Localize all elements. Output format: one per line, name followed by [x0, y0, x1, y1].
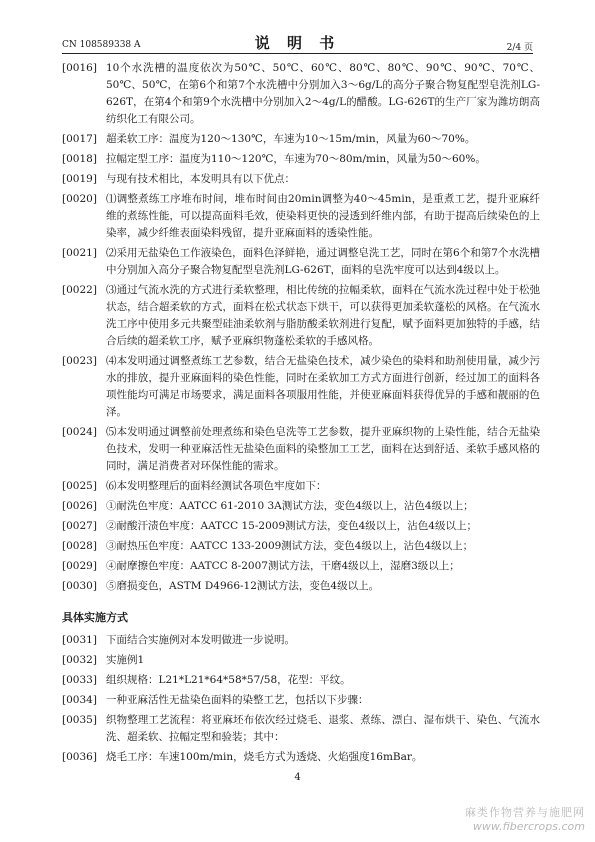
paragraph — [62, 712, 540, 746]
paragraph-number: [0035] — [62, 714, 97, 726]
paragraph — [62, 692, 540, 709]
paragraph — [62, 518, 540, 535]
paragraph — [62, 498, 540, 515]
paragraph-number: [0033] — [62, 674, 97, 686]
paragraph-text: 与现有技术相比，本发明具有以下优点： — [106, 173, 295, 185]
paragraph — [62, 191, 540, 242]
paragraph-text: ⑹本发明整理后的面料经测试各项色牢度如下： — [106, 480, 327, 492]
paragraph-number: [0031] — [62, 634, 97, 646]
paragraph-text: 一种亚麻活性无盐染色面料的染整工艺，包括以下步骤： — [106, 694, 369, 706]
paragraph — [62, 60, 540, 128]
document-body — [62, 60, 540, 769]
section-heading: 具体实施方式 — [62, 611, 128, 624]
paragraph — [62, 353, 540, 421]
page-info: 2/4 页 — [506, 43, 533, 53]
header-rule — [62, 53, 533, 54]
paragraph-number: [0018] — [62, 153, 97, 165]
paragraph-text: 组织规格：L21*L21*64*58*57/58，花型：平纹。 — [106, 674, 351, 686]
paragraph-number: [0016] — [62, 62, 97, 74]
paragraph-text: 超柔软工序：温度为120～130℃，车速为10～15m/min，风量为60～70%。 — [106, 133, 476, 145]
document-title: 说 明 书 — [254, 34, 341, 52]
paragraph-text: ②耐酸汗渍色牢度：AATCC 15-2009测试方法，变色4级以上，沾色4级以上； — [106, 520, 477, 532]
paragraph — [62, 632, 540, 649]
paragraph-number: [0029] — [62, 560, 97, 572]
watermark — [465, 804, 585, 833]
paragraph-text: 烧毛工序：车速100m/min，烧毛方式为透烧、火焰强度16mBar。 — [106, 751, 423, 763]
paragraph — [62, 478, 540, 495]
paragraph-number: [0034] — [62, 694, 97, 706]
paragraph-number: [0023] — [62, 355, 97, 367]
paragraph — [62, 171, 540, 188]
paragraph-number: [0026] — [62, 500, 97, 512]
paragraph-number: [0024] — [62, 426, 97, 438]
paragraph — [62, 652, 540, 669]
paragraph-text: ③耐热压色牢度：AATCC 133-2009测试方法，变色4级以上，沾色4级以上； — [106, 540, 474, 552]
paragraph — [62, 245, 540, 279]
paragraph-number: [0036] — [62, 751, 97, 763]
paragraph-text: ⑤磨损变色，ASTM D4966-12测试方法，变色4级以上。 — [106, 580, 380, 592]
paragraph-text: ⑴调整煮练工序堆布时间，堆布时间由20min调整为40～45min，是重煮工艺，提升亚麻纤维的煮练性能，可以提高面料毛效，使染料更快的浸透到纤维内部，有助于提高后续染色的上染率，减少纤维表面染料残留，提升亚麻面料的透染性能。 — [106, 193, 540, 239]
paragraph — [62, 558, 540, 575]
paragraph — [62, 151, 540, 168]
paragraph-text: ⑸本发明通过调整前处理煮练和染色皂洗等工艺参数，提升亚麻织物的上染性能，结合无盐染色技术，发明一种亚麻活性无盐染色面料的染整加工工艺，面料在达到舒适、柔软手感风格的同时，满足消费者对环保性能的需求。 — [106, 426, 540, 472]
paragraph — [62, 538, 540, 555]
paragraph-text: 下面结合实施例对本发明做进一步说明。 — [106, 634, 295, 646]
paragraph-number: [0025] — [62, 480, 97, 492]
paragraph-text: ①耐洗色牢度：AATCC 61-2010 3A测试方法，变色4级以上，沾色4级以上； — [106, 500, 474, 512]
paragraph-text: 实施例1 — [106, 654, 145, 666]
paragraph-number: [0019] — [62, 173, 97, 185]
paragraph-text: 拉幅定型工序：温度为110～120℃，车速为70～80m/min，风量为50～60%。 — [106, 153, 486, 165]
paragraph — [62, 131, 540, 148]
paragraph — [62, 578, 540, 595]
paragraph-text: ⑵采用无盐染色工作液染色，面料色泽鲜艳，通过调整皂洗工艺，同时在第6个和第7个水洗槽中分别加入高分子聚合物复配型皂洗剂LG-626T，面料的皂洗牢度可以达到4级以上。 — [106, 247, 540, 276]
paragraph-number: [0020] — [62, 193, 97, 205]
paragraph-number: [0027] — [62, 520, 97, 532]
page-header — [62, 30, 533, 52]
paragraph-list-bottom — [62, 632, 540, 766]
watermark-url: www.fibercrops.com — [472, 820, 585, 833]
paragraph — [62, 424, 540, 475]
paragraph-text: ⑷本发明通过调整煮练工艺参数，结合无盐染色技术，减少染色的染料和助剂使用量，减少污水的排放，提升亚麻面料的染色性能，同时在柔软加工方式方面进行创新，经过加工的面料各项性能均可满足市场要求，满足面料各项服用性能，并使亚麻面料获得优异的手感和靓丽的色泽。 — [106, 355, 540, 418]
paragraph — [62, 282, 540, 350]
paragraph-text: ④耐摩擦色牢度：AATCC 8-2007测试方法，干磨4级以上，湿磨3级以上； — [106, 560, 460, 572]
paragraph-number: [0017] — [62, 133, 97, 145]
paragraph-list-top — [62, 60, 540, 595]
paragraph-number: [0032] — [62, 654, 97, 666]
paragraph-number: [0028] — [62, 540, 97, 552]
paragraph-text: 织物整理工艺流程：将亚麻坯布依次经过烧毛、退浆、煮练、漂白、湿布烘干、染色、气流水洗、超柔软、拉幅定型和验装；其中： — [106, 714, 540, 743]
watermark-title: 麻类作物营养与施肥网 — [465, 806, 585, 819]
paragraph-text: ⑶通过气流水洗的方式进行柔软整理，相比传统的拉幅柔软，面料在气流水洗过程中处于松弛状态，结合超柔软的方式，面料在松式状态下烘干，可以获得更加柔软蓬松的风格。在气流水洗工序中使用多元共聚型硅油柔软剂与脂肪酸柔软剂进行复配，赋予面料更加独特的手感，结合后续的超柔软工序，赋予亚麻织物蓬松柔软的手感风格。 — [106, 284, 540, 347]
paragraph-number: [0022] — [62, 284, 97, 296]
paragraph — [62, 749, 540, 766]
page-number: 4 — [294, 772, 301, 783]
paragraph-number: [0030] — [62, 580, 97, 592]
document-number: CN 108589338 A — [62, 40, 141, 50]
paragraph-text: 10个水洗槽的温度依次为50℃、50℃、60℃、80℃、80℃、90℃、90℃、70℃、50℃、50℃，在第6个和第7个水洗槽中分别加入3～6g/L的高分子聚合物复配型皂洗剂LG-626T，在第4个和第9个水洗槽中分别加入2～4g/L的醋酸。LG-626T的生产厂家为潍坊朗高纺织化工有限公司。 — [106, 62, 540, 125]
paragraph-number: [0021] — [62, 247, 97, 259]
paragraph — [62, 672, 540, 689]
